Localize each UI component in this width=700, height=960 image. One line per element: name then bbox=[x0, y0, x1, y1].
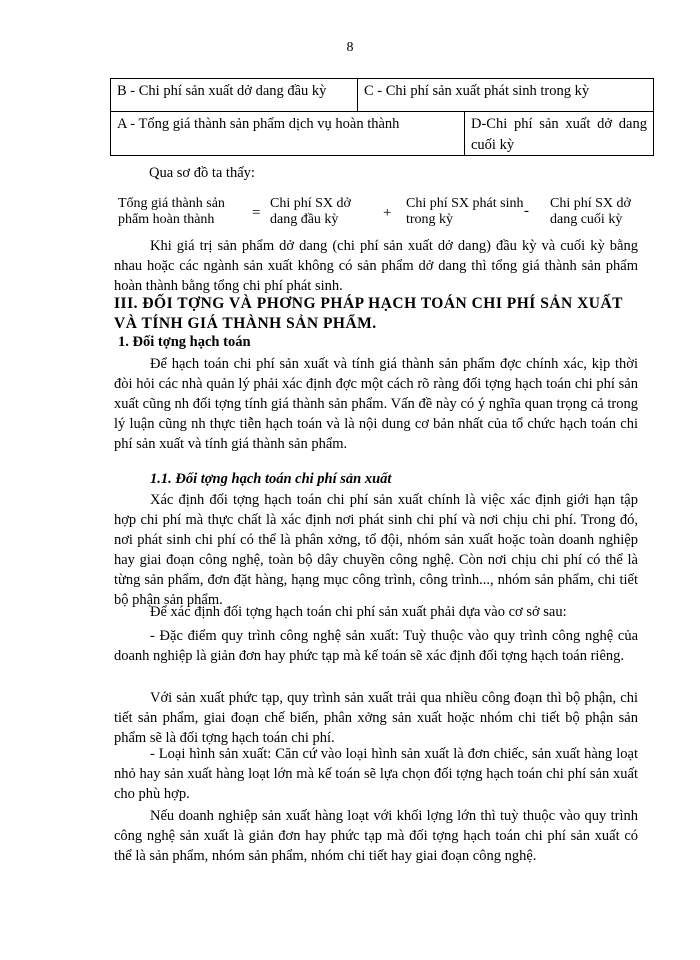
paragraph-7: - Loại hình sản xuất: Căn cứ vào loại hình sản xuất là đơn chiếc, sản xuất hàng loạt nhỏ hay sản xuất hàng loạt lớn mà kế toán sẽ lựa chọn đối tợng hạch toán chi phí sản xuất cho phù hợp. bbox=[114, 746, 638, 802]
subsection-heading-1: 1. Đối tợng hạch toán bbox=[118, 334, 251, 350]
paragraph-2: Để hạch toán chi phí sản xuất và tính giá thành sản phẩm đợc chính xác, kịp thời đòi hỏi các nhà quản lý phải xác định đợc một cách rõ ràng đối tợng hạch toán chi phí sản xuất cũng nh đối tợng tính giá thành sản phẩm. Vấn đề này có ý nghĩa quan trọng cả trong lý luận cũng nh thực tiễn hạch toán và là nội dung cơ bản nhất của tổ chức hạch toán chi phí sản xuất và tính giá thành sản phẩm. bbox=[114, 356, 638, 452]
diagram-box-d: D-Chi phí sản xuất dở dang cuối kỳ bbox=[464, 111, 654, 156]
formula-minus: - bbox=[524, 203, 529, 219]
paragraph-6: Với sản xuất phức tạp, quy trình sản xuất trải qua nhiều công đoạn thì bộ phận, chi tiết sản phẩm, giai đoạn chế biến, phân xởng sản xuất hoặc nhóm chi tiết bộ phận sản phẩm sẽ là đối tợng hạch toán chi phí. bbox=[114, 690, 638, 746]
paragraph-4: Để xác định đối tợng hạch toán chi phí sản xuất phải dựa vào cơ sở sau: bbox=[150, 604, 567, 620]
formula-plus: + bbox=[383, 205, 392, 221]
paragraph-8: Nếu doanh nghiệp sản xuất hàng loạt với khối lợng lớn thì tuỳ thuộc vào quy trình công nghệ sản xuất là giản đơn hay phức tạp mà đối tợng hạch toán chi phí sản xuất có thể là sản phẩm, nhóm sản phẩm, nhóm chi tiết hay giai đoạn công nghệ. bbox=[114, 808, 638, 864]
paragraph-3: Xác định đối tợng hạch toán chi phí sản xuất chính là việc xác định giới hạn tập hợp chi phí mà thực chất là xác định nơi phát sinh chi phí và nơi chịu chi phí. Trong đó, nơi phát sinh chi phí có thể là phân xởng, tổ đội, nhóm sản xuất hoặc toàn doanh nghiệp hay giai đoạn công nghệ, toàn bộ dây chuyền công nghệ. Còn nơi chịu chi phí có thể là từng sản phẩm, đơn đặt hàng, hạng mục công trình, công trình..., nhóm sản phẩm, chi tiết bộ phận sản phẩm. bbox=[114, 492, 638, 608]
formula-term-2: Chi phí SX phát sinh trong kỳ bbox=[406, 196, 524, 227]
page-number: 8 bbox=[346, 40, 354, 55]
diagram-box-c: C - Chi phí sản xuất phát sinh trong kỳ bbox=[357, 78, 654, 112]
intro-text: Qua sơ đồ ta thấy: bbox=[149, 165, 255, 181]
formula-term-1: Chi phí SX dở dang đầu kỳ bbox=[270, 196, 351, 227]
diagram-box-b: B - Chi phí sản xuất dở dang đầu kỳ bbox=[110, 78, 358, 112]
formula-equals: = bbox=[252, 205, 261, 221]
formula-lhs: Tổng giá thành sản phẩm hoàn thành bbox=[118, 196, 225, 227]
diagram-box-a: A - Tổng giá thành sản phẩm dịch vụ hoàn thành bbox=[110, 111, 465, 156]
paragraph-5: - Đặc điểm quy trình công nghệ sản xuất: Tuỳ thuộc vào quy trình công nghệ của doanh nghiệp là giản đơn hay phức tạp mà kế toán sẽ xác định đối tợng hạch toán riêng. bbox=[114, 628, 638, 664]
paragraph-1: Khi giá trị sản phẩm dở dang (chi phí sản xuất dở dang) đầu kỳ và cuối kỳ bằng nhau hoặc các ngành sản xuất không có sản phẩm dở dang thì tổng giá thành sản phẩm hoàn thành bằng tổng chi phí phát sinh. bbox=[114, 238, 638, 294]
formula-term-3: Chi phí SX dở dang cuối kỳ bbox=[550, 196, 631, 227]
subsection-heading-1-1: 1.1. Đối tợng hạch toán chi phí sản xuất bbox=[150, 471, 392, 487]
section-heading-3: III. ĐỐI TỢNG VÀ PHƠNG PHÁP HẠCH TOÁN CHI PHÍ SẢN XUẤT VÀ TÍNH GIÁ THÀNH SẢN PHẨM. bbox=[114, 295, 623, 332]
